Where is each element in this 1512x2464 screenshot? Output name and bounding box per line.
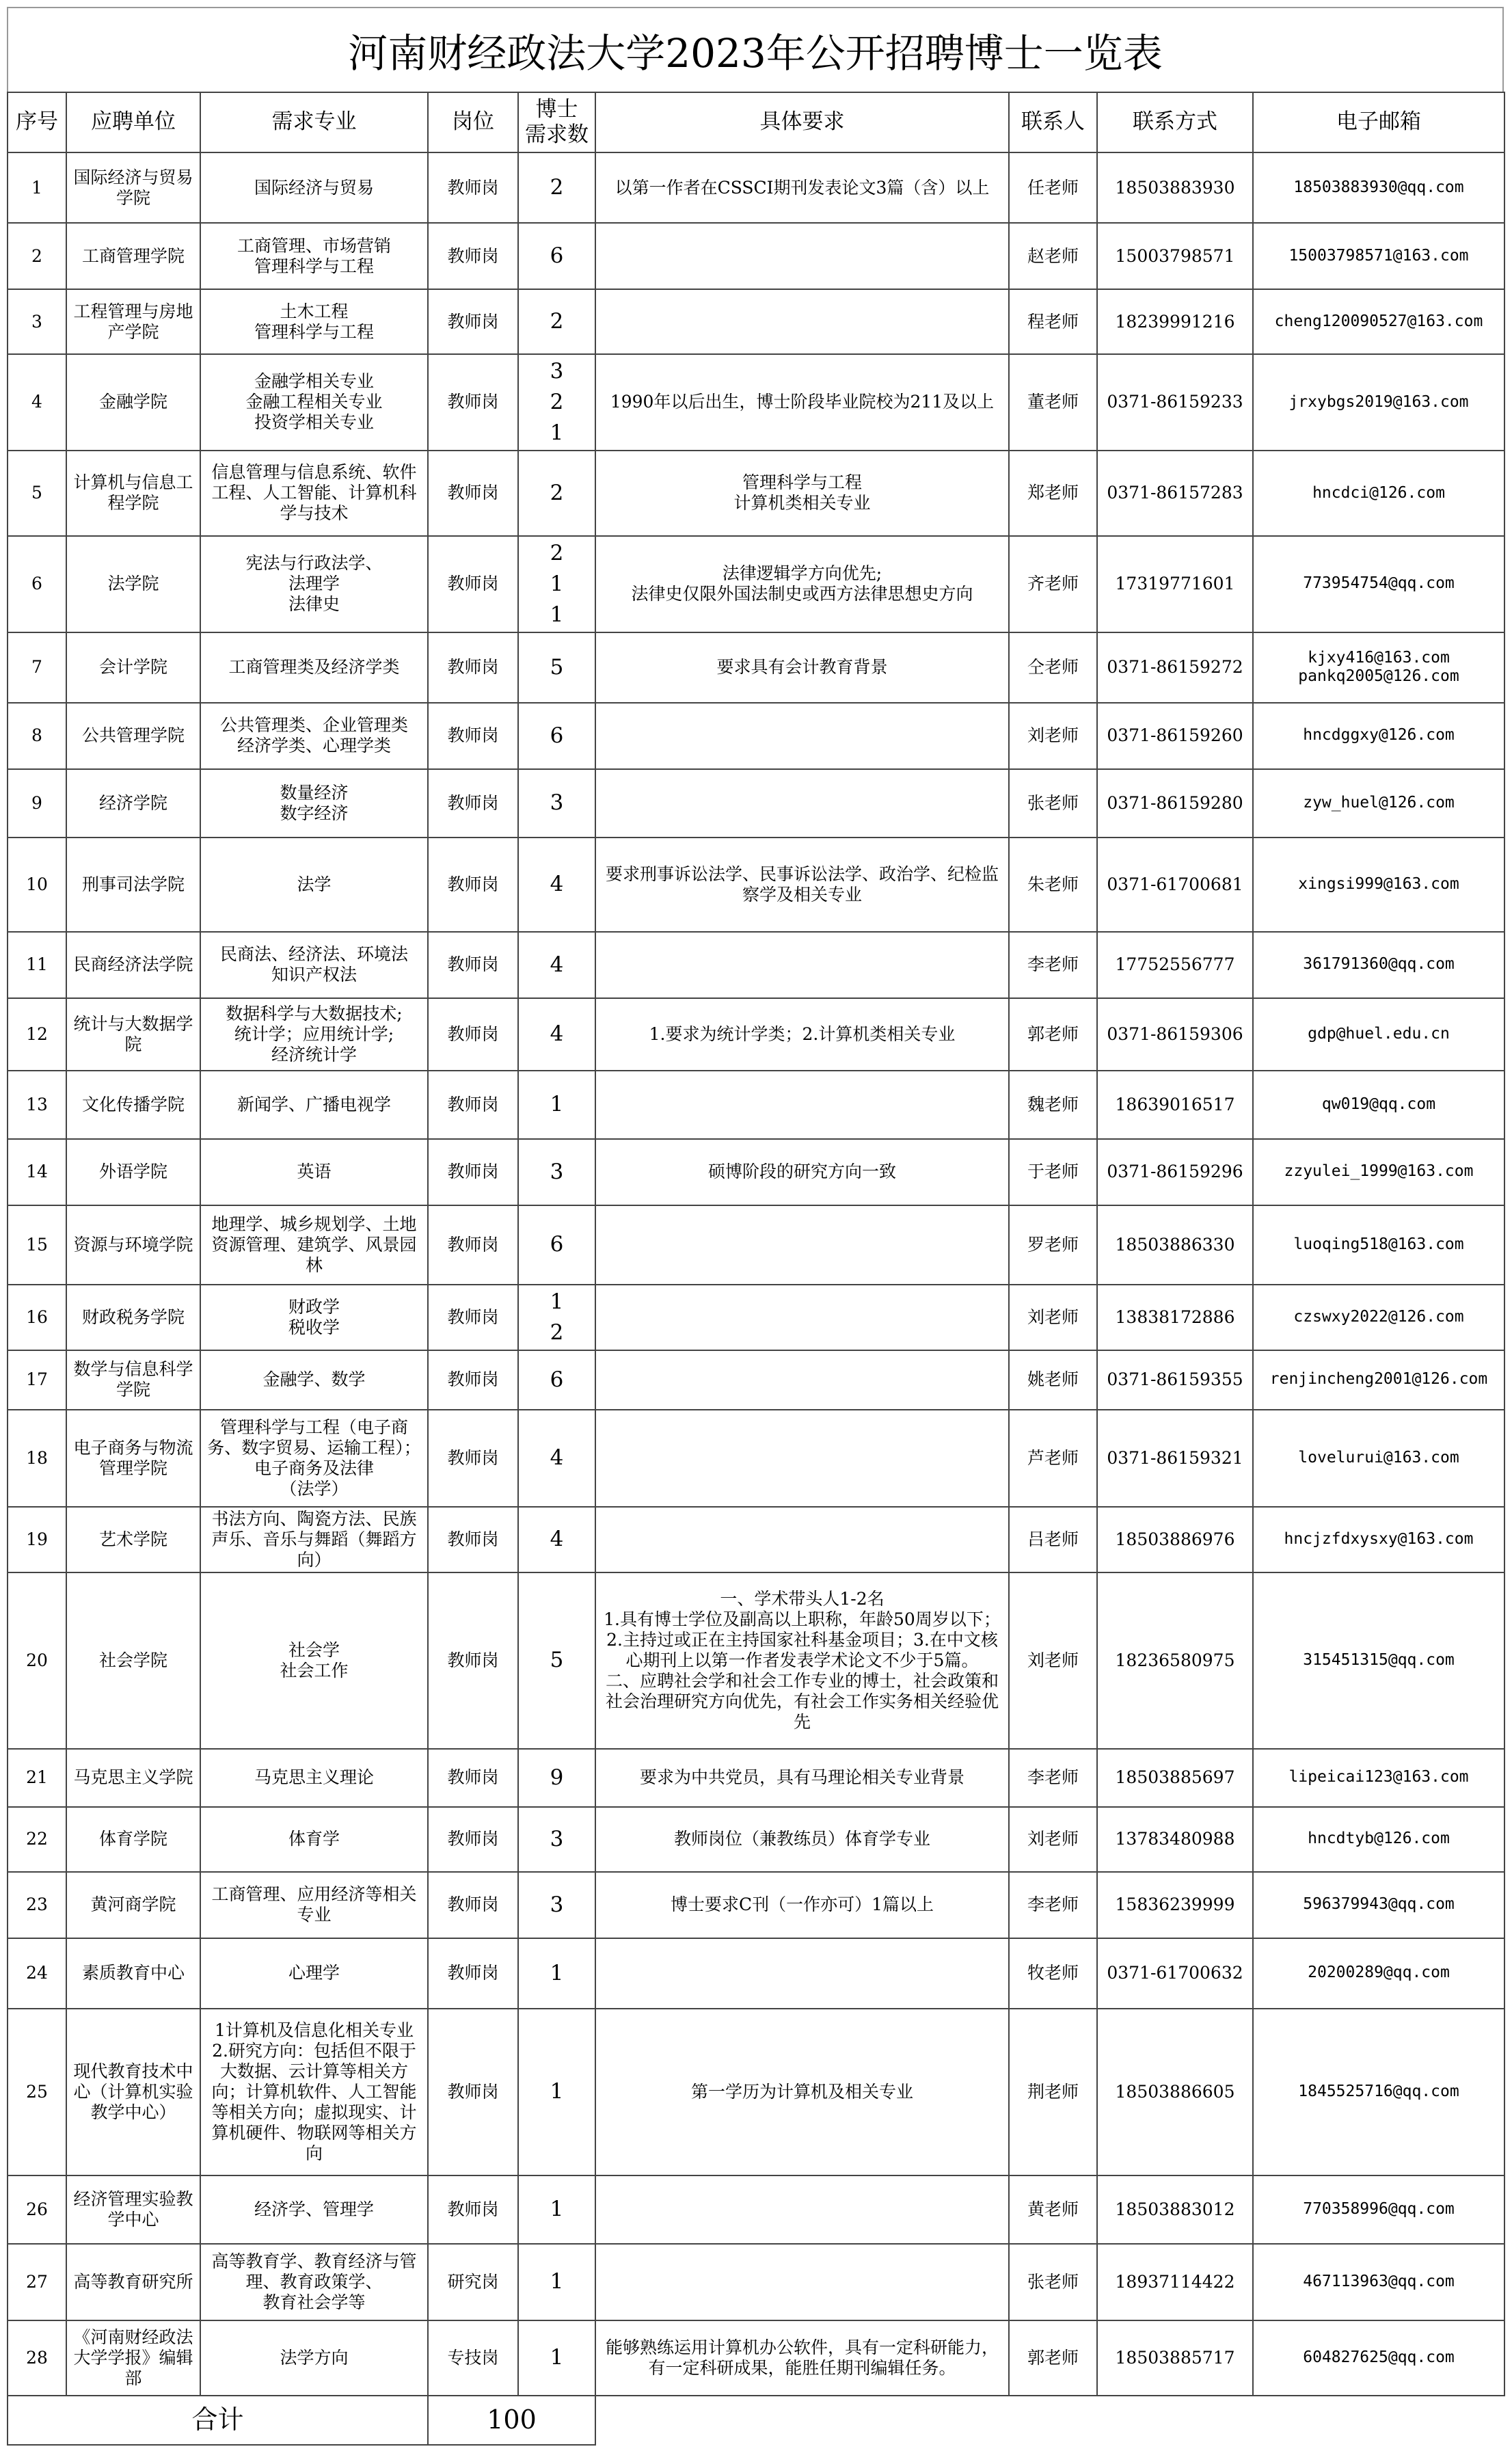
cell-email: 18503883930@qq.com (1253, 152, 1504, 223)
cell-unit: 公共管理学院 (66, 703, 200, 769)
cell-requirements: 法律逻辑学方向优先; 法律史仅限外国法制史或西方法律思想史方向 (595, 536, 1009, 632)
cell-unit: 电子商务与物流管理学院 (66, 1410, 200, 1507)
cell-email: zyw_huel@126.com (1253, 769, 1504, 838)
cell-phone: 0371-86159321 (1097, 1410, 1253, 1507)
cell-requirements: 教师岗位（兼教练员）体育学专业 (595, 1807, 1009, 1872)
cell-post: 教师岗 (428, 1749, 518, 1807)
cell-requirements (595, 1507, 1009, 1572)
cell-requirements (595, 2175, 1009, 2244)
cell-requirements: 一、学术带头人1-2名 1.具有博士学位及副高以上职称，年龄50周岁以下；2.主持过或正在主持国家社科基金项目；3.在中文核心期刊上以第一作者发表学术论文不少于5篇。 二、应聘社会学和社会工作专业的博士，社会政策和社会治理研究方向优先，有社会工作实务相关经验优先 (595, 1572, 1009, 1749)
cell-no: 26 (8, 2175, 66, 2244)
cell-post: 教师岗 (428, 1285, 518, 1350)
cell-email: 467113963@qq.com (1253, 2244, 1504, 2320)
cell-contact: 李老师 (1009, 1749, 1097, 1807)
cell-email: hncdci@126.com (1253, 451, 1504, 536)
cell-contact: 于老师 (1009, 1139, 1097, 1205)
cell-post: 教师岗 (428, 932, 518, 998)
cell-contact: 吕老师 (1009, 1507, 1097, 1572)
cell-no: 21 (8, 1749, 66, 1807)
cell-email: jrxybgs2019@163.com (1253, 354, 1504, 451)
cell-phone: 17752556777 (1097, 932, 1253, 998)
cell-contact: 黄老师 (1009, 2175, 1097, 2244)
cell-requirements (595, 1071, 1009, 1139)
cell-contact: 荆老师 (1009, 2009, 1097, 2175)
cell-phone: 18236580975 (1097, 1572, 1253, 1749)
cell-major: 公共管理类、企业管理类 经济学类、心理学类 (200, 703, 428, 769)
cell-major: 心理学 (200, 1938, 428, 2009)
cell-email: zzyulei_1999@163.com (1253, 1139, 1504, 1205)
cell-count: 3 (518, 1872, 595, 1938)
table-row (8, 932, 1504, 998)
cell-post: 教师岗 (428, 1410, 518, 1507)
cell-requirements: 1.要求为统计学类；2.计算机类相关专业 (595, 998, 1009, 1071)
cell-no: 15 (8, 1205, 66, 1285)
cell-post: 教师岗 (428, 632, 518, 703)
cell-phone: 13783480988 (1097, 1807, 1253, 1872)
cell-unit: 马克思主义学院 (66, 1749, 200, 1807)
cell-email: 773954754@qq.com (1253, 536, 1504, 632)
cell-no: 28 (8, 2320, 66, 2396)
cell-unit: 财政税务学院 (66, 1285, 200, 1350)
cell-requirements (595, 223, 1009, 289)
table-row (8, 1572, 1504, 1749)
cell-post: 教师岗 (428, 536, 518, 632)
cell-no: 16 (8, 1285, 66, 1350)
cell-count: 5 (518, 632, 595, 703)
cell-unit: 刑事司法学院 (66, 838, 200, 932)
cell-phone: 18503883012 (1097, 2175, 1253, 2244)
cell-email: hncdtyb@126.com (1253, 1807, 1504, 1872)
table-row (8, 1285, 1504, 1350)
cell-post: 教师岗 (428, 289, 518, 354)
header-email: 电子邮箱 (1253, 92, 1504, 152)
cell-contact: 郑老师 (1009, 451, 1097, 536)
total-label: 合计 (8, 2396, 428, 2445)
cell-post: 教师岗 (428, 223, 518, 289)
cell-no: 7 (8, 632, 66, 703)
sheet-title: 河南财经政法大学2023年公开招聘博士一览表 (7, 7, 1504, 92)
cell-major: 国际经济与贸易 (200, 152, 428, 223)
cell-unit: 计算机与信息工程学院 (66, 451, 200, 536)
cell-major: 金融学、数学 (200, 1350, 428, 1410)
cell-no: 8 (8, 703, 66, 769)
table-body (8, 152, 1504, 2445)
cell-email: renjincheng2001@126.com (1253, 1350, 1504, 1410)
cell-contact: 董老师 (1009, 354, 1097, 451)
cell-contact: 李老师 (1009, 1872, 1097, 1938)
header-post: 岗位 (428, 92, 518, 152)
cell-unit: 经济管理实验教学中心 (66, 2175, 200, 2244)
cell-major: 1计算机及信息化相关专业 2.研究方向：包括但不限于大数据、云计算等相关方向；计算机软件、人工智能等相关方向；虚拟现实、计算机硬件、物联网等相关方向 (200, 2009, 428, 2175)
cell-contact: 仝老师 (1009, 632, 1097, 703)
cell-phone: 0371-86159355 (1097, 1350, 1253, 1410)
cell-requirements: 要求具有会计教育背景 (595, 632, 1009, 703)
cell-no: 12 (8, 998, 66, 1071)
table-row (8, 152, 1504, 223)
cell-email: hncjzfdxysxy@163.com (1253, 1507, 1504, 1572)
cell-major: 经济学、管理学 (200, 2175, 428, 2244)
cell-unit: 现代教育技术中心（计算机实验教学中心） (66, 2009, 200, 2175)
cell-major: 工商管理类及经济学类 (200, 632, 428, 703)
cell-phone: 13838172886 (1097, 1285, 1253, 1350)
cell-count: 4 (518, 998, 595, 1071)
cell-count: 6 (518, 1205, 595, 1285)
cell-major: 地理学、城乡规划学、土地资源管理、建筑学、风景园林 (200, 1205, 428, 1285)
table-row (8, 1749, 1504, 1807)
cell-post: 教师岗 (428, 1572, 518, 1749)
cell-major: 法学 (200, 838, 428, 932)
cell-no: 9 (8, 769, 66, 838)
table-row (8, 289, 1504, 354)
total-blank (595, 2396, 1504, 2445)
cell-unit: 数学与信息科学学院 (66, 1350, 200, 1410)
cell-phone: 17319771601 (1097, 536, 1253, 632)
table-row (8, 632, 1504, 703)
table-row (8, 2009, 1504, 2175)
cell-post: 专技岗 (428, 2320, 518, 2396)
cell-no: 14 (8, 1139, 66, 1205)
cell-contact: 魏老师 (1009, 1071, 1097, 1139)
cell-count: 4 (518, 838, 595, 932)
cell-requirements: 硕博阶段的研究方向一致 (595, 1139, 1009, 1205)
cell-count: 5 (518, 1572, 595, 1749)
cell-no: 25 (8, 2009, 66, 2175)
cell-requirements: 要求刑事诉讼法学、民事诉讼法学、政治学、纪检监察学及相关专业 (595, 838, 1009, 932)
cell-email: kjxy416@163.com pankq2005@126.com (1253, 632, 1504, 703)
cell-no: 17 (8, 1350, 66, 1410)
cell-email: lipeicai123@163.com (1253, 1749, 1504, 1807)
cell-post: 教师岗 (428, 152, 518, 223)
cell-count: 3 (518, 769, 595, 838)
cell-phone: 18503886330 (1097, 1205, 1253, 1285)
cell-contact: 郭老师 (1009, 998, 1097, 1071)
recruitment-sheet (7, 7, 1504, 2454)
cell-phone: 18503886605 (1097, 2009, 1253, 2175)
cell-contact: 齐老师 (1009, 536, 1097, 632)
cell-requirements (595, 1410, 1009, 1507)
cell-no: 2 (8, 223, 66, 289)
cell-requirements: 要求为中共党员，具有马理论相关专业背景 (595, 1749, 1009, 1807)
cell-phone: 18503885697 (1097, 1749, 1253, 1807)
cell-requirements (595, 289, 1009, 354)
cell-contact: 姚老师 (1009, 1350, 1097, 1410)
cell-email: lovelurui@163.com (1253, 1410, 1504, 1507)
table-row (8, 223, 1504, 289)
cell-contact: 刘老师 (1009, 703, 1097, 769)
header-count: 博士 需求数 (518, 92, 595, 152)
cell-major: 书法方向、陶瓷方法、民族声乐、音乐与舞蹈（舞蹈方向） (200, 1507, 428, 1572)
cell-no: 22 (8, 1807, 66, 1872)
cell-post: 教师岗 (428, 1071, 518, 1139)
cell-major: 英语 (200, 1139, 428, 1205)
cell-contact: 芦老师 (1009, 1410, 1097, 1507)
cell-contact: 刘老师 (1009, 1285, 1097, 1350)
cell-post: 教师岗 (428, 2009, 518, 2175)
table-row (8, 1205, 1504, 1285)
cell-count: 6 (518, 703, 595, 769)
cell-unit: 金融学院 (66, 354, 200, 451)
cell-email: gdp@huel.edu.cn (1253, 998, 1504, 1071)
cell-phone: 18239991216 (1097, 289, 1253, 354)
cell-phone: 0371-86157283 (1097, 451, 1253, 536)
cell-no: 6 (8, 536, 66, 632)
cell-no: 5 (8, 451, 66, 536)
cell-contact: 任老师 (1009, 152, 1097, 223)
cell-contact: 朱老师 (1009, 838, 1097, 932)
cell-requirements (595, 1938, 1009, 2009)
cell-phone: 18937114422 (1097, 2244, 1253, 2320)
cell-count: 4 (518, 1410, 595, 1507)
cell-major: 土木工程 管理科学与工程 (200, 289, 428, 354)
cell-requirements (595, 1205, 1009, 1285)
cell-contact: 程老师 (1009, 289, 1097, 354)
cell-count: 1 2 (518, 1285, 595, 1350)
cell-phone: 15003798571 (1097, 223, 1253, 289)
cell-phone: 0371-61700681 (1097, 838, 1253, 932)
table-row (8, 1350, 1504, 1410)
cell-phone: 15836239999 (1097, 1872, 1253, 1938)
cell-phone: 18503883930 (1097, 152, 1253, 223)
cell-major: 数据科学与大数据技术; 统计学；应用统计学; 经济统计学 (200, 998, 428, 1071)
cell-count: 6 (518, 223, 595, 289)
cell-phone: 0371-86159260 (1097, 703, 1253, 769)
cell-contact: 李老师 (1009, 932, 1097, 998)
table-row (8, 1410, 1504, 1507)
cell-major: 工商管理、应用经济等相关专业 (200, 1872, 428, 1938)
cell-email: 596379943@qq.com (1253, 1872, 1504, 1938)
cell-no: 20 (8, 1572, 66, 1749)
cell-major: 体育学 (200, 1807, 428, 1872)
cell-post: 教师岗 (428, 451, 518, 536)
header-no: 序号 (8, 92, 66, 152)
cell-major: 宪法与行政法学、 法理学 法律史 (200, 536, 428, 632)
table-row (8, 1872, 1504, 1938)
cell-post: 研究岗 (428, 2244, 518, 2320)
cell-email: 20200289@qq.com (1253, 1938, 1504, 2009)
cell-no: 24 (8, 1938, 66, 2009)
table-row (8, 451, 1504, 536)
cell-count: 4 (518, 1507, 595, 1572)
cell-post: 教师岗 (428, 1350, 518, 1410)
table-row (8, 2175, 1504, 2244)
cell-count: 3 2 1 (518, 354, 595, 451)
cell-post: 教师岗 (428, 354, 518, 451)
cell-requirements (595, 769, 1009, 838)
cell-no: 27 (8, 2244, 66, 2320)
cell-no: 13 (8, 1071, 66, 1139)
cell-no: 10 (8, 838, 66, 932)
cell-phone: 0371-86159280 (1097, 769, 1253, 838)
cell-post: 教师岗 (428, 1205, 518, 1285)
cell-unit: 外语学院 (66, 1139, 200, 1205)
cell-post: 教师岗 (428, 1807, 518, 1872)
cell-unit: 黄河商学院 (66, 1872, 200, 1938)
table-row (8, 1071, 1504, 1139)
cell-email: xingsi999@163.com (1253, 838, 1504, 932)
table-row (8, 1139, 1504, 1205)
cell-unit: 艺术学院 (66, 1507, 200, 1572)
cell-no: 11 (8, 932, 66, 998)
cell-phone: 0371-61700632 (1097, 1938, 1253, 2009)
cell-contact: 赵老师 (1009, 223, 1097, 289)
total-row (8, 2396, 1504, 2445)
cell-count: 1 (518, 2175, 595, 2244)
cell-unit: 资源与环境学院 (66, 1205, 200, 1285)
header-phone: 联系方式 (1097, 92, 1253, 152)
cell-email: 361791360@qq.com (1253, 932, 1504, 998)
table-row (8, 536, 1504, 632)
cell-unit: 国际经济与贸易学院 (66, 152, 200, 223)
cell-phone: 0371-86159233 (1097, 354, 1253, 451)
cell-email: qw019@qq.com (1253, 1071, 1504, 1139)
table-row (8, 703, 1504, 769)
cell-count: 3 (518, 1139, 595, 1205)
cell-no: 23 (8, 1872, 66, 1938)
cell-phone: 18639016517 (1097, 1071, 1253, 1139)
table-header-row (8, 92, 1504, 152)
cell-post: 教师岗 (428, 1872, 518, 1938)
cell-phone: 0371-86159272 (1097, 632, 1253, 703)
table-row (8, 1938, 1504, 2009)
recruitment-table (7, 92, 1505, 2446)
header-unit: 应聘单位 (66, 92, 200, 152)
cell-unit: 高等教育研究所 (66, 2244, 200, 2320)
table-row (8, 998, 1504, 1071)
cell-requirements (595, 2244, 1009, 2320)
cell-major: 高等教育学、教育经济与管理、教育政策学、 教育社会学等 (200, 2244, 428, 2320)
cell-email: 604827625@qq.com (1253, 2320, 1504, 2396)
cell-major: 数量经济 数字经济 (200, 769, 428, 838)
header-requirements: 具体要求 (595, 92, 1009, 152)
cell-requirements (595, 703, 1009, 769)
cell-contact: 罗老师 (1009, 1205, 1097, 1285)
cell-count: 9 (518, 1749, 595, 1807)
cell-phone: 0371-86159296 (1097, 1139, 1253, 1205)
cell-post: 教师岗 (428, 703, 518, 769)
table-row (8, 2244, 1504, 2320)
cell-count: 1 (518, 2009, 595, 2175)
cell-email: cheng120090527@163.com (1253, 289, 1504, 354)
cell-count: 2 (518, 152, 595, 223)
cell-email: czswxy2022@126.com (1253, 1285, 1504, 1350)
cell-post: 教师岗 (428, 2175, 518, 2244)
table-row (8, 354, 1504, 451)
cell-phone: 18503885717 (1097, 2320, 1253, 2396)
cell-no: 19 (8, 1507, 66, 1572)
cell-unit: 社会学院 (66, 1572, 200, 1749)
cell-unit: 素质教育中心 (66, 1938, 200, 2009)
cell-count: 1 (518, 2320, 595, 2396)
table-row (8, 838, 1504, 932)
cell-contact: 牧老师 (1009, 1938, 1097, 2009)
cell-post: 教师岗 (428, 838, 518, 932)
cell-count: 3 (518, 1807, 595, 1872)
cell-unit: 工程管理与房地产学院 (66, 289, 200, 354)
cell-requirements: 以第一作者在CSSCI期刊发表论文3篇（含）以上 (595, 152, 1009, 223)
cell-post: 教师岗 (428, 998, 518, 1071)
cell-count: 2 (518, 451, 595, 536)
cell-unit: 工商管理学院 (66, 223, 200, 289)
cell-requirements (595, 932, 1009, 998)
cell-major: 金融学相关专业 金融工程相关专业 投资学相关专业 (200, 354, 428, 451)
cell-count: 2 1 1 (518, 536, 595, 632)
cell-requirements: 管理科学与工程 计算机类相关专业 (595, 451, 1009, 536)
cell-count: 2 (518, 289, 595, 354)
cell-no: 18 (8, 1410, 66, 1507)
cell-email: 15003798571@163.com (1253, 223, 1504, 289)
cell-email: hncdggxy@126.com (1253, 703, 1504, 769)
cell-post: 教师岗 (428, 1139, 518, 1205)
cell-contact: 张老师 (1009, 769, 1097, 838)
cell-contact: 刘老师 (1009, 1572, 1097, 1749)
cell-major: 民商法、经济法、环境法 知识产权法 (200, 932, 428, 998)
cell-email: luoqing518@163.com (1253, 1205, 1504, 1285)
cell-major: 新闻学、广播电视学 (200, 1071, 428, 1139)
cell-unit: 《河南财经政法大学学报》编辑部 (66, 2320, 200, 2396)
cell-requirements: 第一学历为计算机及相关专业 (595, 2009, 1009, 2175)
cell-major: 财政学 税收学 (200, 1285, 428, 1350)
cell-phone: 0371-86159306 (1097, 998, 1253, 1071)
cell-requirements: 1990年以后出生，博士阶段毕业院校为211及以上 (595, 354, 1009, 451)
cell-email: 1845525716@qq.com (1253, 2009, 1504, 2175)
cell-post: 教师岗 (428, 1938, 518, 2009)
cell-requirements (595, 1285, 1009, 1350)
cell-unit: 会计学院 (66, 632, 200, 703)
table-row (8, 1507, 1504, 1572)
table-row (8, 769, 1504, 838)
cell-no: 4 (8, 354, 66, 451)
cell-email: 315451315@qq.com (1253, 1572, 1504, 1749)
cell-major: 工商管理、市场营销 管理科学与工程 (200, 223, 428, 289)
cell-major: 信息管理与信息系统、软件工程、人工智能、计算机科学与技术 (200, 451, 428, 536)
cell-requirements: 博士要求C刊（一作亦可）1篇以上 (595, 1872, 1009, 1938)
cell-contact: 张老师 (1009, 2244, 1097, 2320)
cell-phone: 18503886976 (1097, 1507, 1253, 1572)
cell-unit: 体育学院 (66, 1807, 200, 1872)
cell-major: 社会学 社会工作 (200, 1572, 428, 1749)
cell-unit: 文化传播学院 (66, 1071, 200, 1139)
cell-major: 马克思主义理论 (200, 1749, 428, 1807)
cell-no: 3 (8, 289, 66, 354)
cell-post: 教师岗 (428, 769, 518, 838)
cell-requirements (595, 1350, 1009, 1410)
header-major: 需求专业 (200, 92, 428, 152)
cell-count: 1 (518, 1071, 595, 1139)
table-row (8, 1807, 1504, 1872)
cell-major: 管理科学与工程（电子商务、数字贸易、运输工程）；电子商务及法律 （法学） (200, 1410, 428, 1507)
table-row (8, 2320, 1504, 2396)
cell-count: 4 (518, 932, 595, 998)
cell-count: 6 (518, 1350, 595, 1410)
cell-post: 教师岗 (428, 1507, 518, 1572)
cell-unit: 民商经济法学院 (66, 932, 200, 998)
cell-email: 770358996@qq.com (1253, 2175, 1504, 2244)
cell-unit: 统计与大数据学院 (66, 998, 200, 1071)
header-contact: 联系人 (1009, 92, 1097, 152)
total-value: 100 (428, 2396, 595, 2445)
cell-unit: 经济学院 (66, 769, 200, 838)
cell-count: 1 (518, 2244, 595, 2320)
cell-no: 1 (8, 152, 66, 223)
cell-unit: 法学院 (66, 536, 200, 632)
cell-contact: 刘老师 (1009, 1807, 1097, 1872)
cell-contact: 郭老师 (1009, 2320, 1097, 2396)
cell-count: 1 (518, 1938, 595, 2009)
cell-major: 法学方向 (200, 2320, 428, 2396)
cell-requirements: 能够熟练运用计算机办公软件，具有一定科研能力，有一定科研成果，能胜任期刊编辑任务。 (595, 2320, 1009, 2396)
